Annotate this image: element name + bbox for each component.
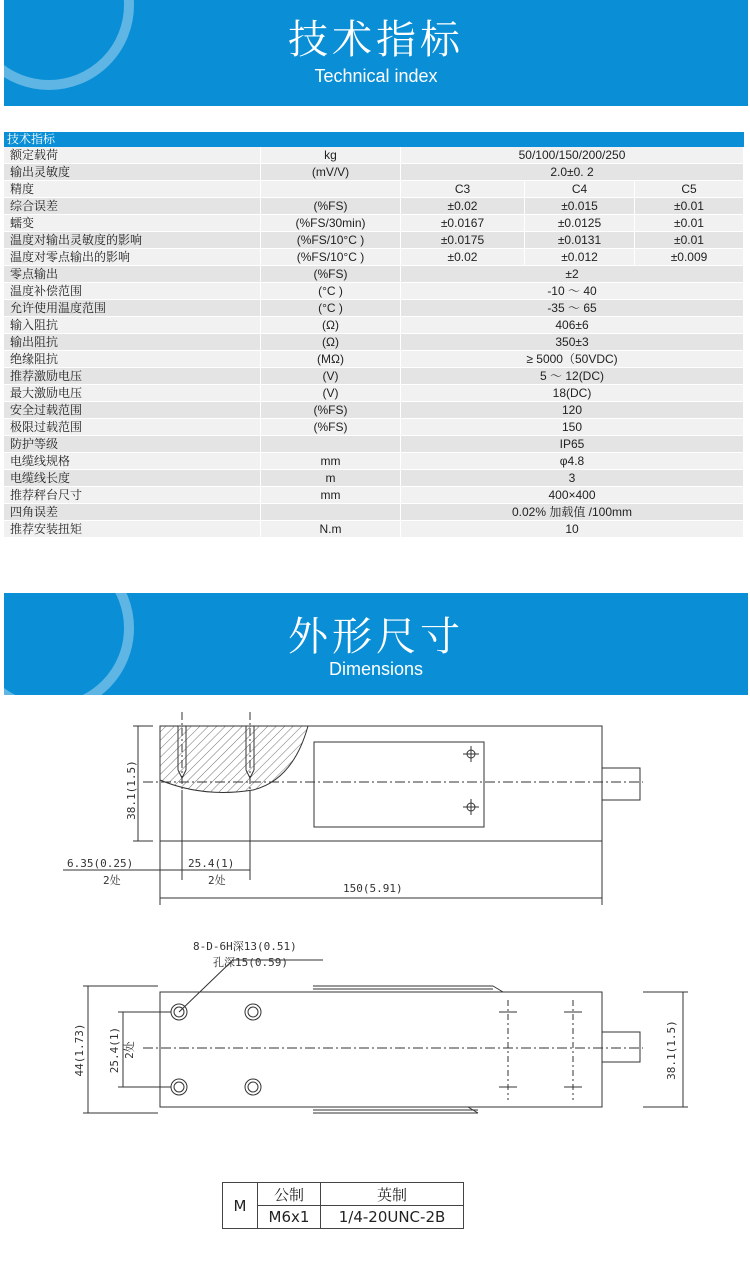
- spec-value: 150: [401, 419, 744, 436]
- spec-row: [4, 504, 744, 521]
- spec-unit: (MΩ): [261, 351, 401, 368]
- spec-label: 温度对输出灵敏度的影响: [4, 232, 261, 249]
- spec-label: 推荐秤台尺寸: [4, 487, 261, 504]
- spec-value: -10 ～ 40: [401, 283, 744, 300]
- offset-dim-note: 2处: [103, 874, 121, 887]
- thread-row-label: M: [223, 1183, 258, 1229]
- spec-unit: (V): [261, 368, 401, 385]
- banner-subtitle: Technical index: [314, 66, 438, 86]
- spec-row: [4, 453, 744, 470]
- spec-unit: (Ω): [261, 334, 401, 351]
- spec-label: 最大激励电压: [4, 385, 261, 402]
- banner-subtitle: Dimensions: [328, 659, 424, 679]
- spec-value: 400×400: [401, 487, 744, 504]
- spec-label: 绝缘阻抗: [4, 351, 261, 368]
- spec-value: 5 ～ 12(DC): [401, 368, 744, 385]
- spec-row: [4, 317, 744, 334]
- length-dim-label: 150(5.91): [343, 882, 403, 895]
- spec-label: 推荐安装扭矩: [4, 521, 261, 538]
- spec-value: 406±6: [401, 317, 744, 334]
- spec-unit: (%FS/10°C ): [261, 232, 401, 249]
- spec-unit: (Ω): [261, 317, 401, 334]
- thread-spec-label: 8-D-6H深13(0.51): [193, 940, 297, 953]
- spec-label: 防护等级: [4, 436, 261, 453]
- spec-value-c4: ±0.0131: [525, 232, 635, 249]
- metric-header: 公制: [258, 1183, 321, 1206]
- spec-row: [4, 266, 744, 283]
- spec-unit: (%FS): [261, 402, 401, 419]
- top-view: [63, 712, 643, 905]
- bottom-view: [83, 960, 688, 1113]
- spec-value-c5: C5: [635, 181, 744, 198]
- spec-value-c3: C3: [401, 181, 525, 198]
- spec-label: 温度补偿范围: [4, 283, 261, 300]
- spec-row: [4, 198, 744, 215]
- spec-label: 极限过载范围: [4, 419, 261, 436]
- spec-value-c4: ±0.015: [525, 198, 635, 215]
- width-dim-label: 44(1.73): [73, 1023, 86, 1077]
- spec-unit: (%FS): [261, 419, 401, 436]
- spec-row: [4, 402, 744, 419]
- dimension-drawing: [63, 710, 688, 1210]
- spec-value-c3: ±0.0167: [401, 215, 525, 232]
- hole-spacing-label: 25.4(1): [108, 1026, 121, 1074]
- body-outline: [160, 992, 602, 1107]
- spec-row: [4, 215, 744, 232]
- spec-value: 350±3: [401, 334, 744, 351]
- spec-label: 温度对零点输出的影响: [4, 249, 261, 266]
- spec-value-c5: ±0.01: [635, 198, 744, 215]
- spec-label: 输出阻抗: [4, 334, 261, 351]
- spec-label: 蠕变: [4, 215, 261, 232]
- technical-index-banner: [4, 0, 748, 106]
- spec-unit: N.m: [261, 521, 401, 538]
- spec-label: 零点输出: [4, 266, 261, 283]
- spec-unit: (°C ): [261, 283, 401, 300]
- spec-value-c3: ±0.02: [401, 249, 525, 266]
- spec-unit: mm: [261, 487, 401, 504]
- spec-value-c5: ±0.01: [635, 232, 744, 249]
- spec-row: [4, 232, 744, 249]
- spec-unit: [261, 436, 401, 453]
- spec-value-c3: ±0.02: [401, 198, 525, 215]
- spec-unit: (mV/V): [261, 164, 401, 181]
- spec-label: 允许使用温度范围: [4, 300, 261, 317]
- spec-unit: (%FS): [261, 266, 401, 283]
- spec-label: 电缆线长度: [4, 470, 261, 487]
- spec-row: [4, 385, 744, 402]
- spec-value-c5: ±0.01: [635, 215, 744, 232]
- banner-title: 技术指标: [288, 17, 464, 63]
- spec-unit: (%FS): [261, 198, 401, 215]
- spec-value: IP65: [401, 436, 744, 453]
- spec-label: 推荐激励电压: [4, 368, 261, 385]
- banner-title: 外形尺寸: [288, 614, 464, 660]
- spec-value: ±2: [401, 266, 744, 283]
- spec-table-body: [4, 147, 744, 538]
- spec-label: 安全过载范围: [4, 402, 261, 419]
- spec-value: 10: [401, 521, 744, 538]
- spec-unit: m: [261, 470, 401, 487]
- spec-row: [4, 300, 744, 317]
- spec-unit: mm: [261, 453, 401, 470]
- spec-value-c5: ±0.009: [635, 249, 744, 266]
- spec-row: [4, 181, 744, 198]
- spec-unit: (°C ): [261, 300, 401, 317]
- spec-value: ≥ 5000（50VDC): [401, 351, 744, 368]
- thread-table: [222, 1182, 464, 1229]
- spec-value: 18(DC): [401, 385, 744, 402]
- spec-label: 四角误差: [4, 504, 261, 521]
- metric-value: M6x1: [258, 1206, 321, 1229]
- spec-value: -35 ～ 65: [401, 300, 744, 317]
- spec-value: 3: [401, 470, 744, 487]
- spec-row: [4, 249, 744, 266]
- spec-unit: [261, 181, 401, 198]
- cable-outlet: [602, 1032, 640, 1062]
- spec-row: [4, 368, 744, 385]
- spec-label: 电缆线规格: [4, 453, 261, 470]
- spec-table: [4, 132, 744, 538]
- imperial-header: 英制: [321, 1183, 464, 1206]
- spec-row: [4, 436, 744, 453]
- spec-row: [4, 334, 744, 351]
- spec-unit: kg: [261, 147, 401, 164]
- spec-table-header: 技术指标: [4, 132, 744, 147]
- height-dim-label: 38.1(1.5): [125, 760, 138, 820]
- hole-pitch-note: 2处: [208, 874, 226, 887]
- spec-label: 输出灵敏度: [4, 164, 261, 181]
- dimensions-banner: [4, 593, 748, 695]
- spec-row: [4, 487, 744, 504]
- spec-label: 额定载荷: [4, 147, 261, 164]
- spec-unit: (V): [261, 385, 401, 402]
- hole-spacing-note: 2处: [123, 1041, 136, 1059]
- spec-unit: (%FS/30min): [261, 215, 401, 232]
- right-dim-label: 38.1(1.5): [665, 1020, 678, 1080]
- cable-outlet: [602, 768, 640, 800]
- imperial-value: 1/4-20UNC-2B: [321, 1206, 464, 1229]
- spec-value-c4: ±0.012: [525, 249, 635, 266]
- spec-row: [4, 147, 744, 164]
- spec-row: [4, 283, 744, 300]
- hole-pitch-label: 25.4(1): [188, 857, 235, 870]
- spec-unit: [261, 504, 401, 521]
- spec-value: 120: [401, 402, 744, 419]
- spec-label: 输入阻抗: [4, 317, 261, 334]
- spec-value-c4: ±0.0125: [525, 215, 635, 232]
- spec-label: 综合误差: [4, 198, 261, 215]
- spec-row: [4, 419, 744, 436]
- spec-value: 0.02% 加载值 /100mm: [401, 504, 744, 521]
- spec-value-c4: C4: [525, 181, 635, 198]
- spec-row: [4, 351, 744, 368]
- spec-value: 50/100/150/200/250: [401, 147, 744, 164]
- spec-value: 2.0±0. 2: [401, 164, 744, 181]
- hole-depth-label: 孔深15(0.59): [213, 956, 288, 969]
- label-plate: [314, 742, 484, 827]
- spec-value-c3: ±0.0175: [401, 232, 525, 249]
- spec-row: [4, 164, 744, 181]
- spec-value: φ4.8: [401, 453, 744, 470]
- spec-unit: (%FS/10°C ): [261, 249, 401, 266]
- spec-row: [4, 521, 744, 538]
- spec-label: 精度: [4, 181, 261, 198]
- spec-row: [4, 470, 744, 487]
- offset-dim-label: 6.35(0.25): [67, 857, 134, 870]
